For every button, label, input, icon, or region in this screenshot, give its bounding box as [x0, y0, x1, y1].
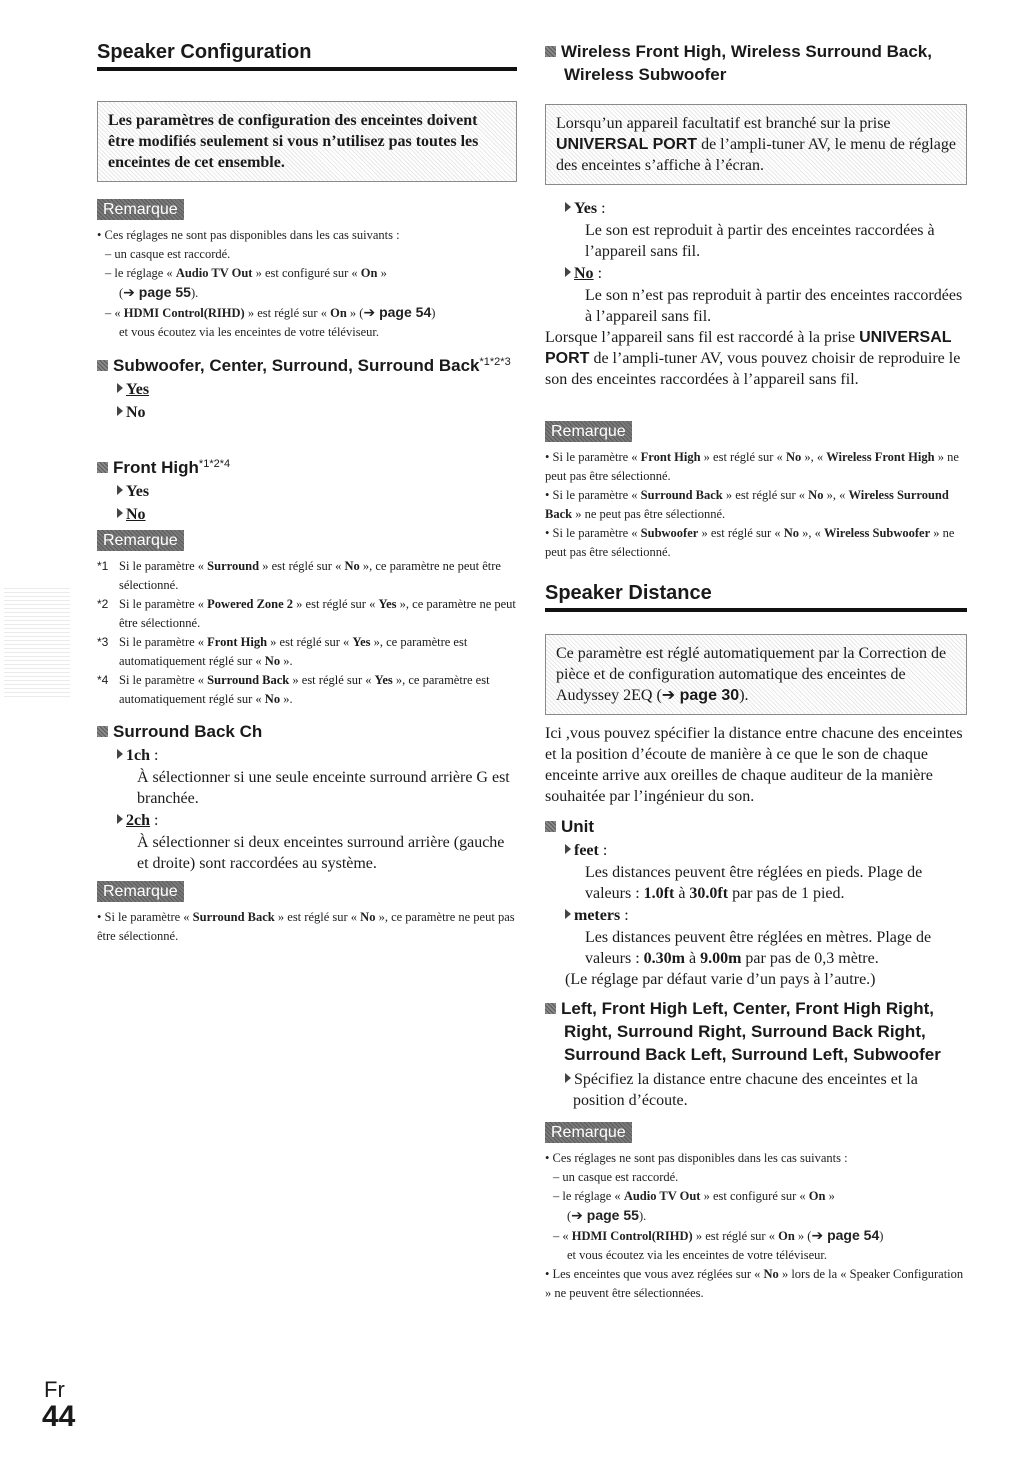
note-line: et vous écoutez via les enceintes de votre téléviseur.: [567, 1248, 827, 1262]
title-rule: [97, 67, 517, 71]
remarque-3-text: [97, 908, 517, 946]
speakers-header: Left, Front High Left, Center, Front High Right, Right, Surround Right, Surround Back Right, Surround Back Left, Surround Left, Subwoofer: [545, 997, 967, 1066]
note-line: – le réglage « Audio TV Out » est configuré sur « On »: [553, 1189, 835, 1203]
remarque-4-text: [545, 448, 967, 562]
footnote-2: *2 Si le paramètre « Powered Zone 2 » est réglé sur « Yes », ce paramètre ne peut être sélectionné.: [97, 597, 516, 630]
wireless-paragraph: Lorsque l’appareil sans fil est raccordé à la prise UNIVERSAL PORT de l’ampli-tuner AV, vous pouvez choisir de reproduire le son des enceintes raccordées à l’appareil sans fil.: [545, 329, 961, 388]
surround-back-ch-header: Surround Back Ch: [97, 720, 517, 744]
note-line: (➔ page 55).: [119, 284, 199, 300]
default-note: (Le réglage par défaut varie d’un pays à l’autre.): [565, 971, 876, 988]
triangle-bullet-icon: [565, 844, 571, 854]
square-bullet-icon: [545, 821, 556, 832]
option-meters[interactable]: meters :: [545, 904, 967, 927]
footer-page-number: 44: [42, 1400, 76, 1433]
footnote-4: *4 Si le paramètre « Surround Back » est réglé sur « Yes », ce paramètre est automatiquement réglé sur « No ».: [97, 673, 490, 706]
page-ref-link[interactable]: ➔ page 54: [363, 304, 432, 320]
square-bullet-icon: [545, 1003, 556, 1014]
note-line: – un casque est raccordé.: [553, 1170, 679, 1184]
square-bullet-icon: [97, 360, 108, 371]
remarque-1: [97, 199, 517, 342]
remarque-5-text: [545, 1149, 967, 1303]
config-notice-text: Les paramètres de configuration des enceintes doivent être modifiés seulement si vous n’utilisez pas toutes les enceintes de cet ensemble.: [108, 112, 479, 171]
remarque-3: [97, 881, 517, 946]
triangle-bullet-icon: [117, 406, 123, 416]
front-high-section: [97, 452, 517, 526]
option-description: Les distances peuvent être réglées en pieds. Plage de valeurs : 1.0ft à 30.0ft par pas de 1 pied.: [585, 864, 923, 902]
note-line: • Si le paramètre « Front High » est réglé sur « No », « Wireless Front High » ne peut pas être sélectionné.: [545, 450, 959, 483]
option-description: Les distances peuvent être réglées en mètres. Plage de valeurs : 0.30m à 9.00m par pas de 0,3 mètre.: [585, 929, 932, 967]
triangle-bullet-icon: [565, 909, 571, 919]
remarque-4: [545, 421, 967, 562]
front-high-header: Front High$^{*1*2*4}$: [97, 452, 517, 480]
unit-header: Unit: [545, 815, 967, 839]
remarque-label: Remarque: [97, 530, 184, 551]
option-yes[interactable]: Yes: [97, 378, 517, 401]
remarque-1-text: [97, 226, 517, 342]
triangle-bullet-icon: [565, 202, 571, 212]
section-title: Speaker Distance: [545, 582, 712, 604]
wireless-header: Wireless Front High, Wireless Surround Back, Wireless Subwoofer: [545, 40, 967, 86]
footnotes: [97, 557, 517, 709]
remarque-label: Remarque: [97, 199, 184, 220]
note-line: • Si le paramètre « Surround Back » est réglé sur « No », « Wireless Surround Back » ne peut pas être sélectionné.: [545, 488, 949, 521]
surround-back-ch-section: [97, 720, 517, 874]
square-bullet-icon: [97, 726, 108, 737]
note-line: • Si le paramètre « Subwoofer » est réglé sur « No », « Wireless Subwoofer » ne peut pas être sélectionné.: [545, 526, 955, 559]
note-line: et vous écoutez via les enceintes de votre téléviseur.: [119, 325, 379, 339]
remarque-label: Remarque: [545, 421, 632, 442]
title-rule: [545, 608, 967, 612]
option-no[interactable]: No :: [545, 262, 967, 285]
side-tab-decoration: [4, 585, 70, 697]
option-feet[interactable]: feet :: [545, 839, 967, 862]
page-ref-link[interactable]: ➔ page 55: [123, 284, 191, 300]
note-line: – le réglage « Audio TV Out » est configuré sur « On »: [105, 266, 387, 280]
option-2ch[interactable]: 2ch :: [97, 809, 517, 832]
note-line: • Ces réglages ne sont pas disponibles dans les cas suivants :: [97, 228, 400, 242]
config-notice-box: [97, 101, 517, 182]
option-yes[interactable]: Yes: [97, 480, 517, 503]
note-line: • Ces réglages ne sont pas disponibles dans les cas suivants :: [545, 1151, 848, 1165]
wireless-notice-box: Lorsqu’un appareil facultatif est branché sur la prise UNIVERSAL PORT de l’ampli-tuner AV, le menu de réglage des enceintes s’affiche à l’écran.: [545, 104, 967, 185]
footnote-1: *1 Si le paramètre « Surround » est réglé sur « No », ce paramètre ne peut être sélectionné.: [97, 559, 501, 592]
speaker-distance-title-block: [545, 581, 967, 612]
note-line: • Si le paramètre « Surround Back » est réglé sur « No », ce paramètre ne peut pas être sélectionné.: [97, 910, 515, 943]
left-right-section: [545, 997, 967, 1111]
option-description: À sélectionner si deux enceintes surround arrière (gauche et droite) sont raccordées au système.: [137, 834, 505, 872]
option-no[interactable]: No: [97, 401, 517, 424]
subwoofer-section: [97, 350, 517, 424]
remarque-2: [97, 530, 517, 709]
triangle-bullet-icon: [117, 485, 123, 495]
triangle-bullet-icon: [117, 749, 123, 759]
option-description: Le son est reproduit à partir des enceintes raccordées à l’appareil sans fil.: [585, 222, 935, 260]
remarque-label: Remarque: [545, 1122, 632, 1143]
remarque-5: [545, 1122, 967, 1303]
note-line: – « HDMI Control(RIHD) » est réglé sur « On » (➔ page 54): [553, 1227, 884, 1243]
option-1ch[interactable]: 1ch :: [97, 744, 517, 767]
page-ref-link[interactable]: ➔ page 30: [661, 687, 740, 704]
square-bullet-icon: [97, 462, 108, 473]
option-yes[interactable]: Yes :: [545, 197, 967, 220]
page-section-title: Speaker Configuration: [97, 41, 312, 63]
distance-paragraph: Ici ,vous pouvez spécifier la distance entre chacune des enceintes et la position d’écoute de manière à ce que le son de chaque enceinte arrive aux oreilles de chaque auditeur de la manière souhaitée par l’ingénieur du son.: [545, 725, 963, 805]
option-description: Le son n’est pas reproduit à partir des enceintes raccordées à l’appareil sans fil.: [585, 287, 963, 325]
footer-language: Fr: [44, 1377, 65, 1402]
speakers-desc: Spécifiez la distance entre chacune des enceintes et la position d’écoute.: [545, 1069, 967, 1111]
triangle-bullet-icon: [117, 383, 123, 393]
speaker-configuration-title-block: [97, 40, 517, 71]
unit-section: [545, 815, 967, 990]
option-description: À sélectionner si une seule enceinte surround arrière G est branchée.: [137, 769, 510, 807]
remarque-label: Remarque: [97, 881, 184, 902]
triangle-bullet-icon: [565, 1073, 571, 1083]
subwoofer-header: Subwoofer, Center, Surround, Surround Back$^{*1*2*3}$: [97, 350, 517, 378]
page-ref-link[interactable]: ➔ page 55: [571, 1207, 639, 1223]
triangle-bullet-icon: [117, 508, 123, 518]
note-line: – un casque est raccordé.: [105, 247, 231, 261]
distance-notice-box: Ce paramètre est réglé automatiquement par la Correction de pièce et de configuration automatique des enceintes de Audyssey 2EQ (➔ page 30).: [545, 634, 967, 715]
note-line: (➔ page 55).: [567, 1207, 647, 1223]
footnote-3: *3 Si le paramètre « Front High » est réglé sur « Yes », ce paramètre est automatiquement réglé sur « No ».: [97, 635, 468, 668]
option-no[interactable]: No: [97, 503, 517, 526]
triangle-bullet-icon: [117, 814, 123, 824]
wireless-options: [545, 197, 967, 390]
note-line: – « HDMI Control(RIHD) » est réglé sur « On » (➔ page 54): [105, 304, 436, 320]
wireless-section: [545, 40, 967, 86]
square-bullet-icon: [545, 46, 556, 57]
page-ref-link[interactable]: ➔ page 54: [811, 1227, 880, 1243]
triangle-bullet-icon: [565, 267, 571, 277]
note-line: • Les enceintes que vous avez réglées sur « No » lors de la « Speaker Configuration » ne peuvent être sélectionnées.: [545, 1267, 964, 1300]
